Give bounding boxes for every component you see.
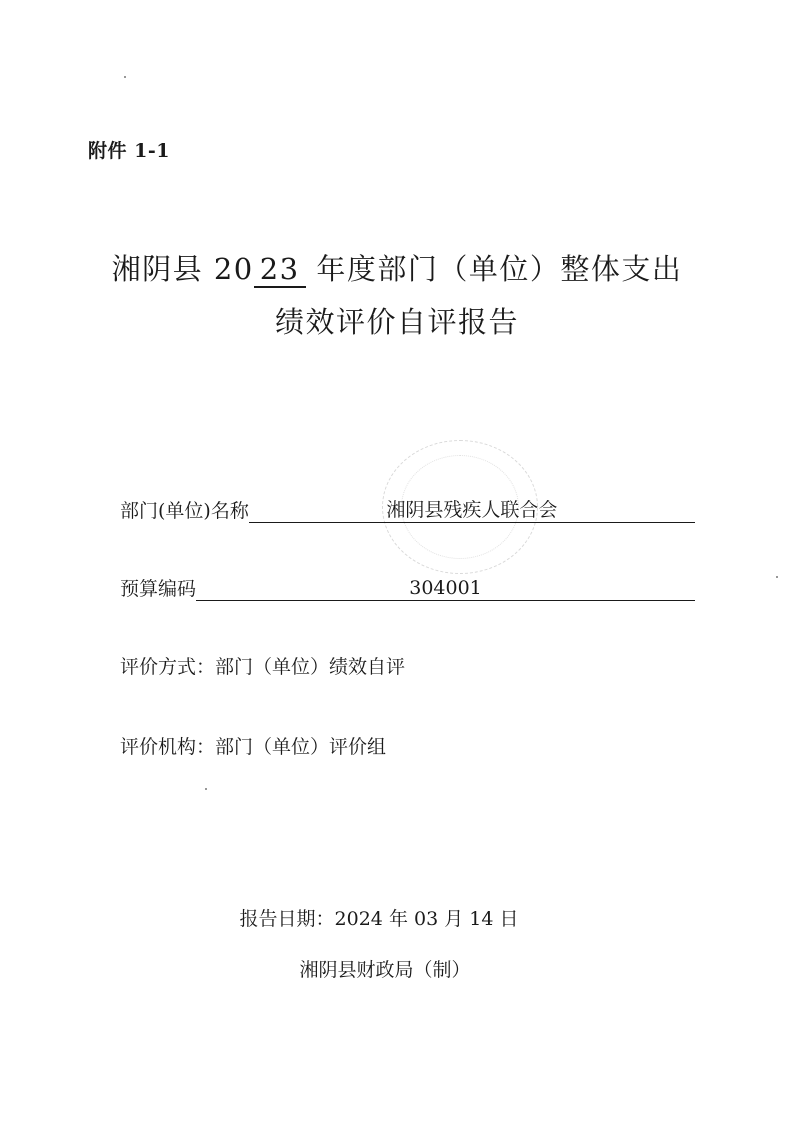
report-title-line-2: 绩效评价自评报告 — [274, 305, 519, 339]
title-prefix: 湘阴县 20 — [111, 252, 254, 286]
report-date: 报告日期：2024 年 03 月 14 日 — [239, 908, 519, 930]
attachment-label: 附件 1-1 — [88, 140, 170, 162]
budget-code-field — [120, 576, 695, 601]
evaluation-method: 评价方式：部门（单位）绩效自评 — [120, 656, 406, 678]
budget-code-label: 预算编码 — [120, 578, 197, 600]
title-line1-suffix: 年度部门（单位）整体支出 — [305, 252, 683, 286]
report-title-line-1 — [0, 247, 794, 288]
title-year-underlined: 23 — [254, 254, 306, 288]
department-name-label: 部门(单位)名称 — [120, 500, 249, 522]
issuer: 湘阴县财政局（制） — [299, 959, 471, 981]
budget-code-value: 304001 — [196, 576, 695, 601]
department-name-field — [120, 498, 695, 523]
scan-speck — [776, 576, 778, 578]
evaluation-organization: 评价机构：部门（单位）评价组 — [120, 736, 387, 758]
scan-speck — [205, 788, 207, 790]
scan-speck — [124, 76, 126, 78]
department-name-value: 湘阴县残疾人联合会 — [249, 498, 695, 523]
